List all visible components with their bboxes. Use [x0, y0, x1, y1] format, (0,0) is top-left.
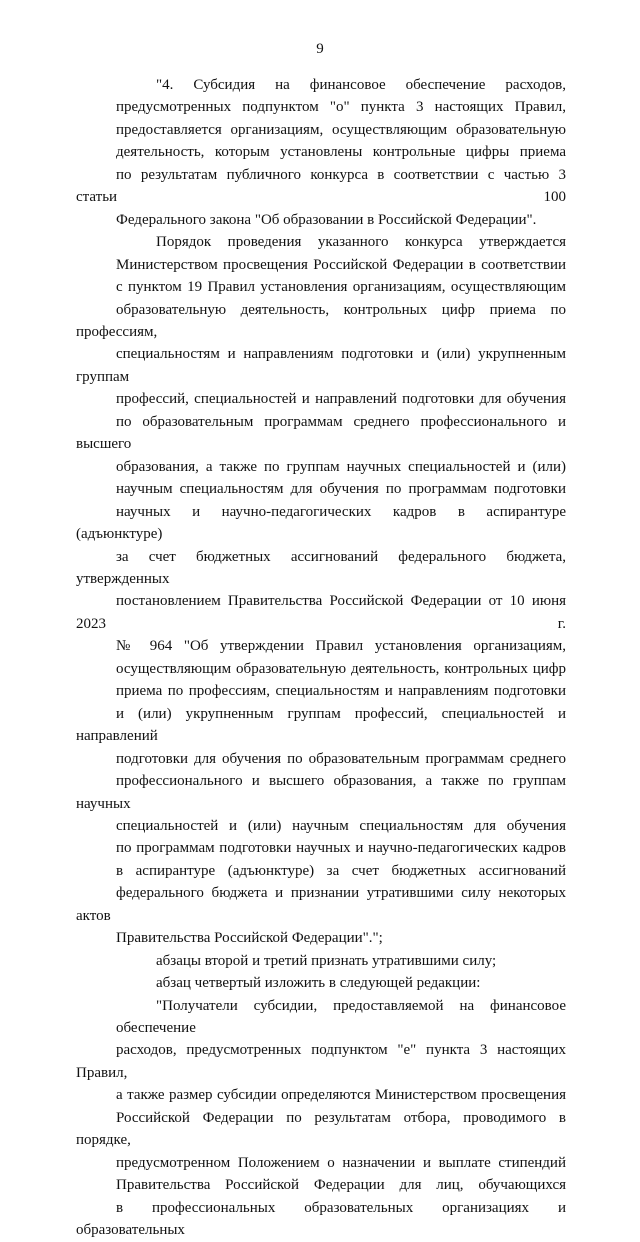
text-line: а также размер субсидии определяются Министерством просвещения	[116, 1087, 566, 1104]
paragraph	[76, 972, 566, 994]
paragraph	[76, 995, 566, 1242]
text-line: осуществляющим образовательную деятельность, контрольных цифр	[116, 660, 566, 677]
text-line: приема по профессиям, специальностям и направлениям подготовки	[116, 683, 566, 700]
text-line: подготовки для обучения по образовательным программам среднего	[116, 750, 566, 767]
text-line: постановлением Правительства Российской Федерации от 10 июня 2023 г.	[76, 593, 566, 632]
text-line: расходов, предусмотренных подпунктом "е" пункта 3 настоящих Правил,	[76, 1042, 566, 1081]
text-line: предоставляется организациям, осуществляющим образовательную	[116, 121, 566, 138]
text-line: по программам подготовки научных и научно-педагогических кадров	[116, 840, 566, 857]
text-line: по результатам публичного конкурса в соответствии с частью 3 статьи 100	[76, 166, 566, 206]
text-line: федерального бюджета и признании утратившими силу некоторых актов	[76, 885, 566, 924]
text-line: предусмотренном Положением о назначении и выплате стипендий	[116, 1154, 566, 1171]
text-line: "Получатели субсидии, предоставляемой на финансовое обеспечение	[116, 997, 566, 1037]
text-line: абзац четвертый изложить в следующей редакции:	[156, 975, 481, 992]
text-line: Правительства Российской Федерации для лиц, обучающихся	[116, 1177, 566, 1194]
paragraph	[76, 950, 566, 972]
text-line: профессионального и высшего образования, а также по группам научных	[76, 773, 566, 812]
page-number: 9	[316, 41, 324, 57]
text-line: Федерального закона "Об образовании в Российской Федерации".	[116, 211, 537, 228]
text-line: образовательную деятельность, контрольных цифр приема по профессиям,	[76, 301, 566, 340]
text-line: деятельность, которым установлены контрольные цифры приема	[116, 144, 566, 161]
text-line: научных и научно-педагогических кадров в аспирантуре (адъюнктуре)	[76, 503, 566, 543]
text-line: Правительства Российской Федерации".";	[116, 930, 383, 947]
paragraph	[76, 231, 566, 950]
text-line: Министерством просвещения Российской Федерации в соответствии	[116, 256, 566, 273]
text-line: образования, а также по группам научных специальностей и (или)	[116, 458, 566, 475]
text-line: по образовательным программам среднего профессионального и высшего	[76, 413, 566, 453]
text-line: специальностям и направлениям подготовки и (или) укрупненным группам	[76, 346, 566, 385]
text-line: предусмотренных подпунктом "о" пункта 3 настоящих Правил,	[116, 99, 566, 116]
text-line: и (или) укрупненным группам профессий, специальностей и направлений	[76, 705, 566, 745]
text-line: научным специальностям для обучения по программам подготовки	[116, 481, 566, 498]
text-line: № 964 "Об утверждении Правил установления организациям,	[116, 638, 566, 655]
text-line: с пунктом 19 Правил установления организациям, осуществляющим	[116, 279, 566, 296]
text-line: Порядок проведения указанного конкурса утверждается	[156, 234, 566, 251]
text-line: Российской Федерации по результатам отбора, проводимого в порядке,	[76, 1109, 566, 1149]
document-body	[76, 74, 566, 1242]
text-line: абзацы второй и третий признать утратившими силу;	[156, 952, 497, 969]
paragraph	[76, 74, 566, 231]
text-line: в профессиональных образовательных организациях и образовательных	[76, 1199, 566, 1239]
text-line: в аспирантуре (адъюнктуре) за счет бюджетных ассигнований	[116, 862, 566, 879]
text-line: "4. Субсидия на финансовое обеспечение расходов,	[156, 77, 566, 93]
text-line: специальностей и (или) научным специальностям для обучения	[116, 817, 566, 834]
text-line: профессий, специальностей и направлений подготовки для обучения	[116, 391, 566, 408]
text-line: за счет бюджетных ассигнований федерального бюджета, утвержденных	[76, 548, 566, 587]
